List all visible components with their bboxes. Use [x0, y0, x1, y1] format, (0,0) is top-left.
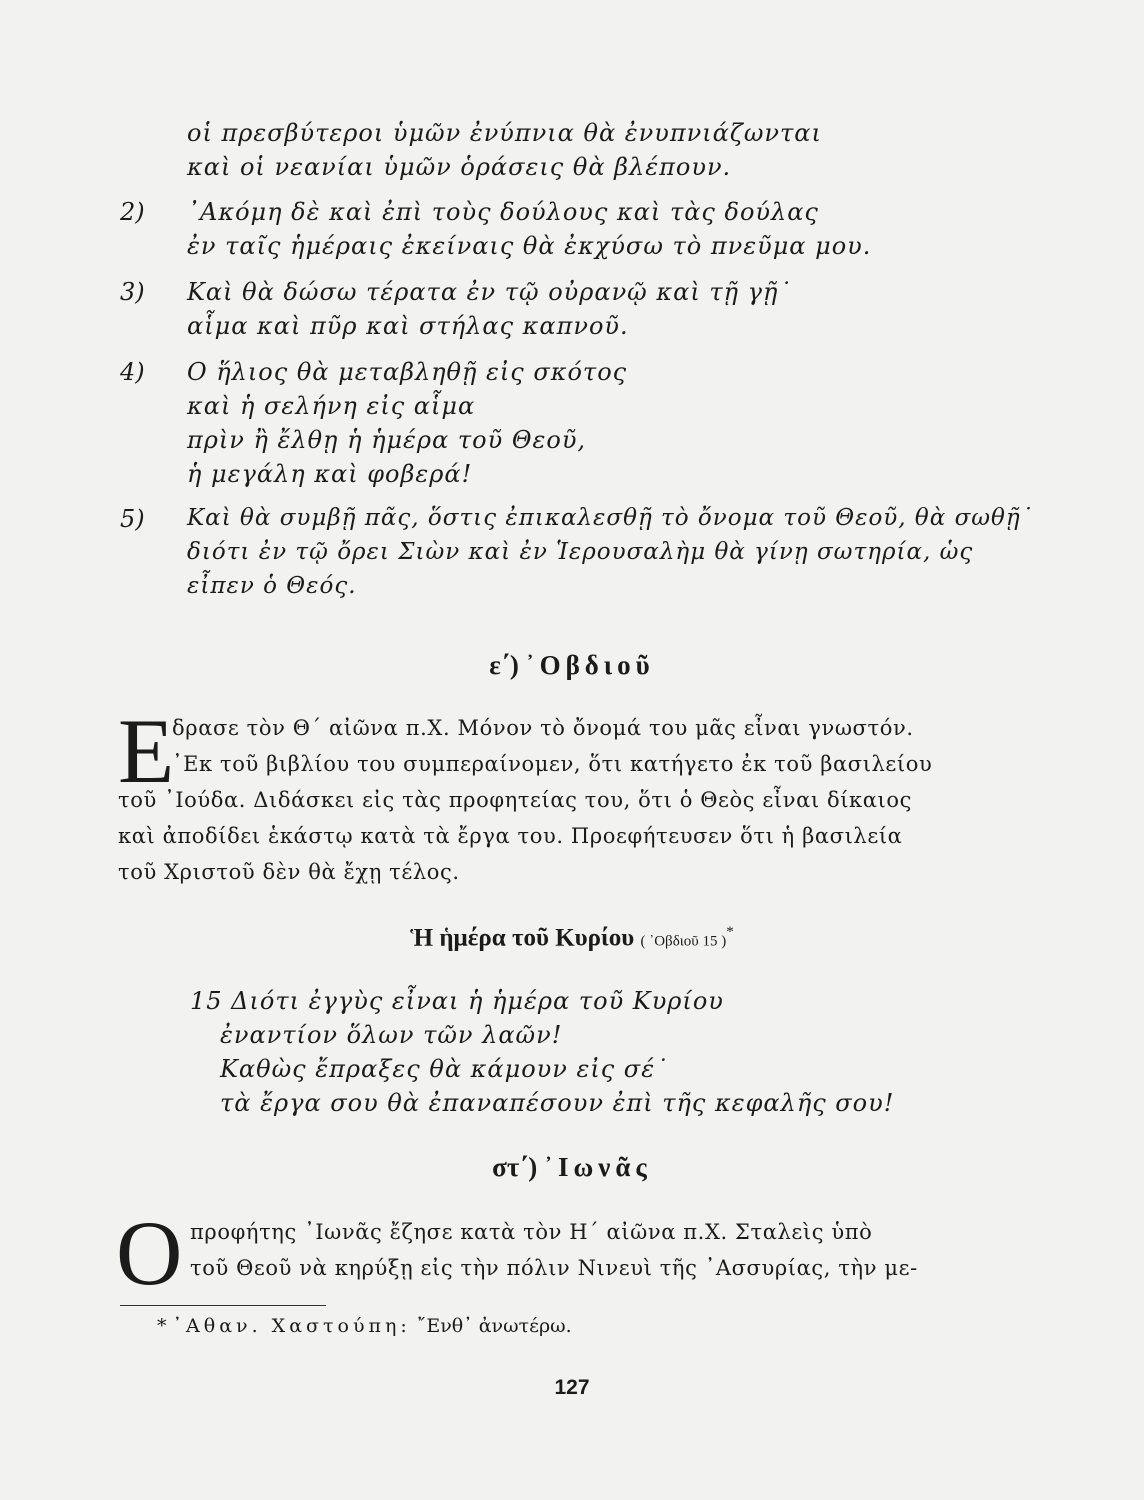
verse-number-4: 4): [120, 358, 145, 386]
section-heading-day-of-lord: [0, 924, 1144, 952]
obdiou-line-3: τοῦ ᾿Ιούδα. Διδάσκει εἰς τὰς προφητείας του, ὅτι ὁ Θεὸς εἶναι δίκαιος: [118, 788, 912, 812]
verse-5-line-1: Καὶ θὰ συμβῇ πᾶς, ὅστις ἐπικαλεσθῇ τὸ ὄνομα τοῦ Θεοῦ, θὰ σωθῇ˙: [187, 505, 1034, 531]
verse-number-3: 3): [120, 278, 145, 306]
footnote-author: ᾿Αθαν. Χαστούπη:: [172, 1315, 411, 1337]
section-heading-prefix: ε΄): [489, 650, 519, 680]
verse-5-line-2: διότι ἐν τῷ ὄρει Σιὼν καὶ ἐν Ἱερουσαλὴμ θὰ γίνῃ σωτηρία, ὡς: [187, 539, 974, 565]
footnote: [157, 1315, 572, 1337]
day-heading-reference: ( ᾿Οβδιοῦ 15 ): [640, 933, 727, 950]
obdiou-line-2: ᾿Εκ τοῦ βιβλίου του συμπεραίνομεν, ὅτι κατήγετο ἐκ τοῦ βασιλείου: [172, 752, 933, 776]
ionas-line-1: προφήτης ᾿Ιωνᾶς ἔζησε κατὰ τὸν Η΄ αἰῶνα π.Χ. Σταλεὶς ὑπὸ: [190, 1220, 873, 1244]
verse-4-line-2: καὶ ἡ σελήνη εἰς αἷμα: [187, 392, 476, 420]
obdiou-line-5: τοῦ Χριστοῦ δὲν θὰ ἔχῃ τέλος.: [118, 860, 460, 884]
drop-cap-epsilon: Ε: [118, 700, 175, 802]
drop-cap-omicron: Ο: [116, 1202, 183, 1304]
ionas-heading-prefix: στ΄): [492, 1152, 538, 1182]
ionas-heading-name: ᾿Ιωνᾶς: [544, 1152, 652, 1182]
day-line-3: Καθὼς ἔπραξες θὰ κάμουν εἰς σέ˙: [220, 1055, 669, 1083]
obdiou-line-4: καὶ ἀποδίδει ἑκάστῳ κατὰ τὰ ἔργα του. Προεφήτευσεν ὅτι ἡ βασιλεία: [118, 824, 903, 848]
verse-5-line-3: εἶπεν ὁ Θεός.: [187, 573, 357, 599]
day-line-1: 15 Διότι ἐγγὺς εἶναι ἡ ἡμέρα τοῦ Κυρίου: [190, 987, 724, 1015]
verse-2-line-2: ἐν ταῖς ἡμέραις ἐκείναις θὰ ἐκχύσω τὸ πνεῦμα μου.: [187, 232, 872, 260]
ionas-line-2: τοῦ Θεοῦ νὰ κηρύξῃ εἰς τὴν πόλιν Νινευὶ τῆς ᾿Ασσυρίας, τὴν με-: [190, 1256, 918, 1280]
verse-2-line-1: ᾿Ακόμη δὲ καὶ ἐπὶ τοὺς δούλους καὶ τὰς δούλας: [187, 198, 819, 226]
section-heading-obdiou: [0, 650, 1144, 681]
verse-4-line-4: ἡ μεγάλη καὶ φοβερά!: [187, 460, 473, 488]
footnote-rule: [120, 1305, 326, 1306]
poem-intro-line-1: οἱ πρεσβύτεροι ὑμῶν ἐνύπνια θὰ ἐνυπνιάζωνται: [187, 119, 822, 147]
page-number: 127: [554, 1376, 590, 1399]
verse-4-line-3: πρὶν ἢ ἔλθῃ ἡ ἡμέρα τοῦ Θεοῦ,: [187, 426, 587, 454]
day-line-4: τὰ ἔργα σου θὰ ἐπαναπέσουν ἐπὶ τῆς κεφαλῆς σου!: [220, 1089, 895, 1117]
day-heading-title: Ἡ ἡμέρα τοῦ Κυρίου: [410, 924, 635, 952]
day-line-2: ἐναντίον ὅλων τῶν λαῶν!: [220, 1021, 563, 1049]
section-heading-ionas: [0, 1152, 1144, 1183]
verse-number-5: 5): [120, 505, 145, 533]
verse-4-line-1: Ο ἥλιος θὰ μεταβληθῇ εἰς σκότος: [187, 358, 628, 386]
poem-intro-line-2: καὶ οἱ νεανίαι ὑμῶν ὁράσεις θὰ βλέπουν.: [187, 153, 732, 181]
verse-3-line-1: Καὶ θὰ δώσω τέρατα ἐν τῷ οὐρανῷ καὶ τῇ γῇ˙: [187, 278, 792, 306]
footnote-text: ῎Ενθ᾿ ἀνωτέρω.: [416, 1315, 572, 1337]
section-heading-name: ᾿Οβδιοῦ: [525, 650, 655, 680]
day-heading-footnote-mark: *: [726, 924, 734, 940]
footnote-mark: *: [157, 1315, 167, 1337]
obdiou-line-1: δρασε τὸν Θ΄ αἰῶνα π.Χ. Μόνον τὸ ὄνομά του μᾶς εἶναι γνωστόν.: [172, 716, 914, 740]
verse-3-line-2: αἷμα καὶ πῦρ καὶ στήλας καπνοῦ.: [187, 312, 629, 340]
verse-number-2: 2): [120, 198, 145, 226]
